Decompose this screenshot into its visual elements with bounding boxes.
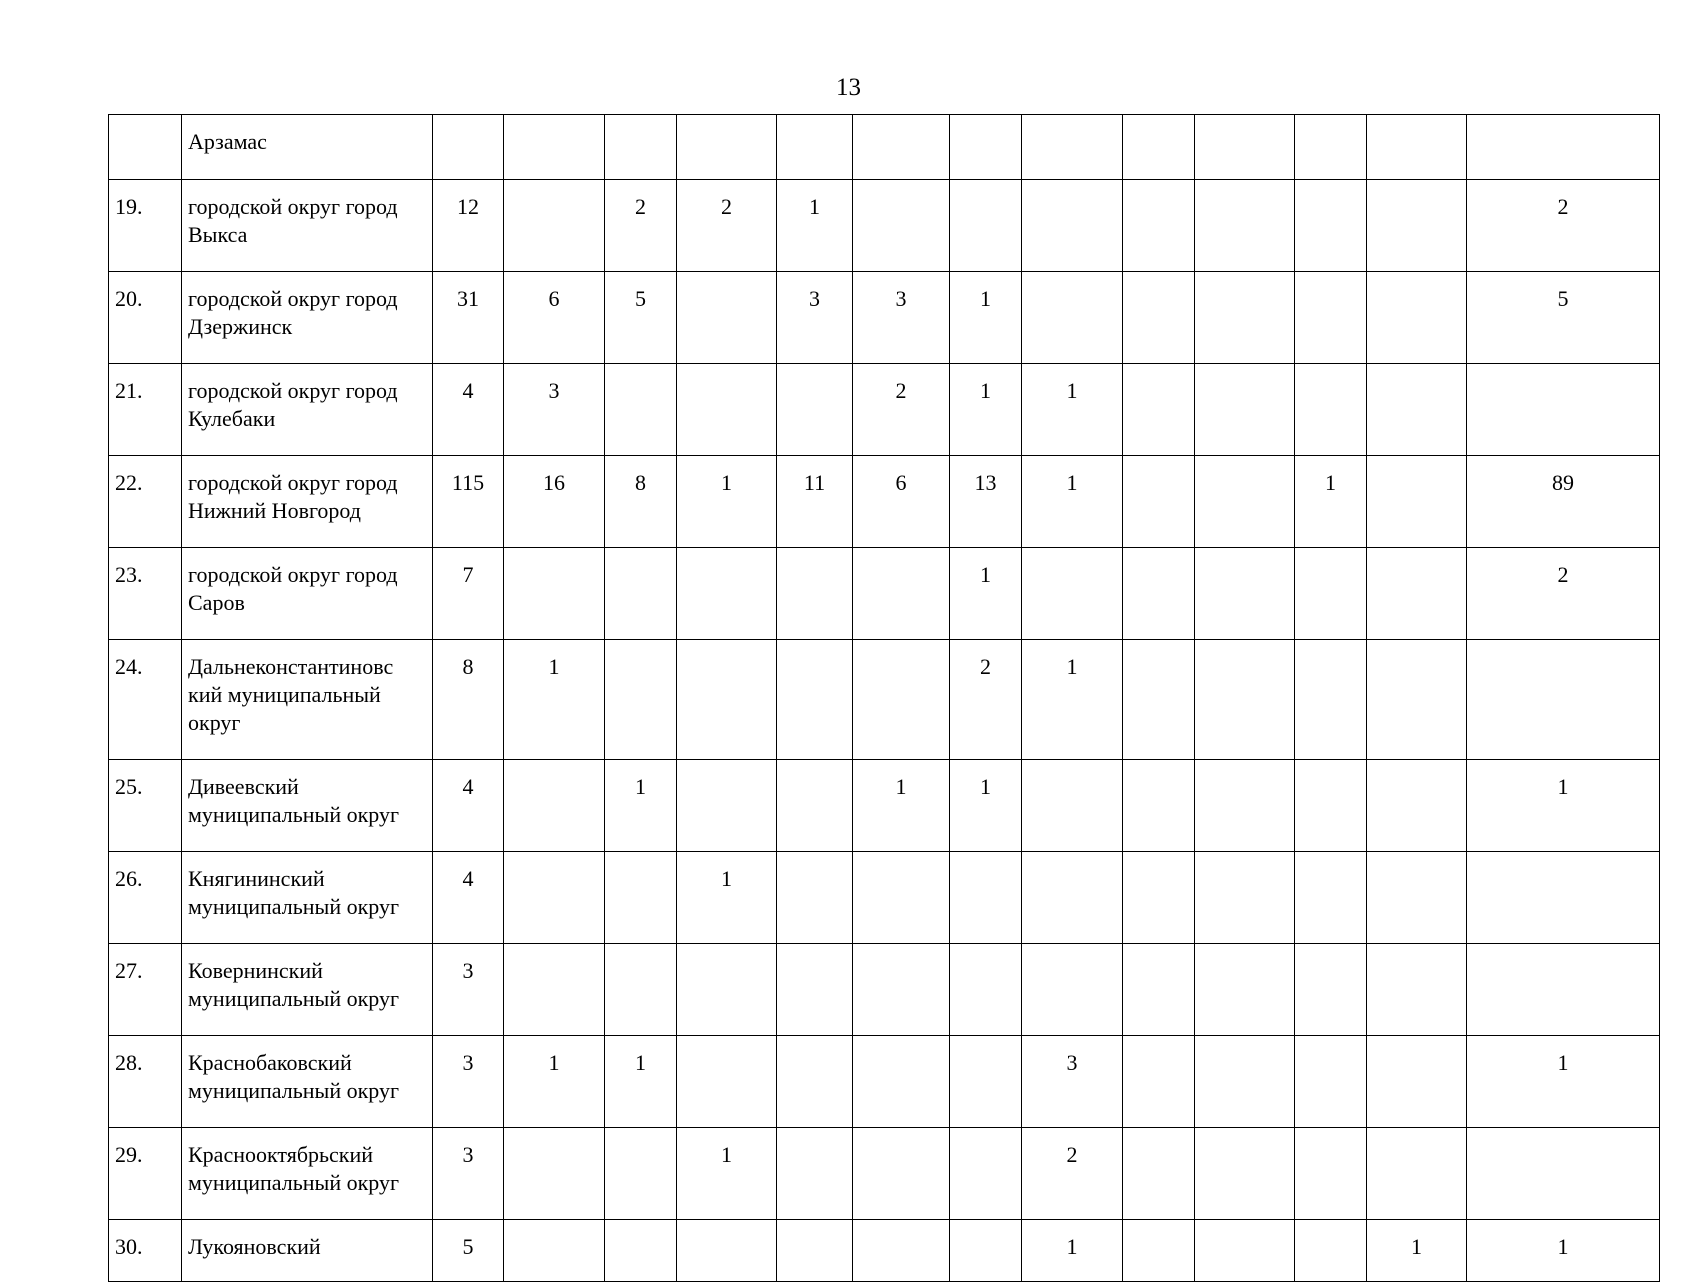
value-cell bbox=[1367, 1036, 1467, 1128]
value-cell bbox=[777, 852, 853, 944]
value-cell bbox=[1195, 1036, 1295, 1128]
row-number: 27. bbox=[109, 944, 182, 1036]
value-cell bbox=[1123, 548, 1195, 640]
value-cell bbox=[605, 640, 677, 760]
value-cell: 1 bbox=[1467, 1036, 1660, 1128]
value-cell bbox=[1022, 760, 1123, 852]
page-number: 13 bbox=[836, 74, 861, 101]
value-cell: 1 bbox=[950, 760, 1022, 852]
value-cell bbox=[1123, 944, 1195, 1036]
value-cell: 1 bbox=[677, 456, 777, 548]
value-cell bbox=[1295, 1036, 1367, 1128]
value-cell bbox=[1123, 852, 1195, 944]
row-number: 25. bbox=[109, 760, 182, 852]
value-cell: 1 bbox=[950, 548, 1022, 640]
value-cell bbox=[677, 272, 777, 364]
value-cell bbox=[1295, 760, 1367, 852]
value-cell bbox=[777, 364, 853, 456]
value-cell bbox=[1195, 1128, 1295, 1220]
value-cell bbox=[504, 852, 605, 944]
value-cell bbox=[677, 944, 777, 1036]
value-cell: 1 bbox=[605, 1036, 677, 1128]
value-cell bbox=[950, 1036, 1022, 1128]
value-cell: 6 bbox=[504, 272, 605, 364]
table-row bbox=[109, 364, 1660, 456]
value-cell bbox=[605, 115, 677, 180]
row-number: 24. bbox=[109, 640, 182, 760]
municipality-name: городской округ город Нижний Новгород bbox=[182, 456, 433, 548]
table-row bbox=[109, 1128, 1660, 1220]
value-cell bbox=[677, 115, 777, 180]
value-cell bbox=[1123, 456, 1195, 548]
value-cell: 11 bbox=[777, 456, 853, 548]
value-cell: 3 bbox=[853, 272, 950, 364]
value-cell: 13 bbox=[950, 456, 1022, 548]
value-cell bbox=[853, 1128, 950, 1220]
value-cell bbox=[677, 1220, 777, 1282]
value-cell: 1 bbox=[1467, 1220, 1660, 1282]
value-cell bbox=[1295, 180, 1367, 272]
value-cell bbox=[853, 1220, 950, 1282]
value-cell: 1 bbox=[1467, 760, 1660, 852]
value-cell bbox=[1195, 115, 1295, 180]
municipality-name: городской округ город Кулебаки bbox=[182, 364, 433, 456]
municipality-name: Арзамас bbox=[182, 115, 433, 180]
value-cell: 3 bbox=[433, 1036, 504, 1128]
value-cell: 1 bbox=[1022, 456, 1123, 548]
value-cell bbox=[1195, 760, 1295, 852]
municipality-name: Краснобаковский муниципальный округ bbox=[182, 1036, 433, 1128]
value-cell bbox=[504, 1128, 605, 1220]
value-cell bbox=[1195, 640, 1295, 760]
value-cell: 12 bbox=[433, 180, 504, 272]
table-body bbox=[109, 115, 1660, 1282]
municipality-name: Краснооктябрьский муниципальный округ bbox=[182, 1128, 433, 1220]
value-cell: 1 bbox=[950, 364, 1022, 456]
value-cell: 1 bbox=[605, 760, 677, 852]
value-cell bbox=[504, 180, 605, 272]
value-cell: 3 bbox=[1022, 1036, 1123, 1128]
table-row bbox=[109, 456, 1660, 548]
value-cell bbox=[1367, 180, 1467, 272]
value-cell bbox=[777, 1128, 853, 1220]
value-cell bbox=[777, 115, 853, 180]
value-cell: 1 bbox=[1022, 1220, 1123, 1282]
value-cell bbox=[1195, 272, 1295, 364]
value-cell bbox=[853, 548, 950, 640]
value-cell: 2 bbox=[853, 364, 950, 456]
value-cell bbox=[853, 944, 950, 1036]
value-cell bbox=[1367, 115, 1467, 180]
value-cell bbox=[1195, 548, 1295, 640]
value-cell bbox=[1467, 852, 1660, 944]
value-cell: 2 bbox=[950, 640, 1022, 760]
value-cell bbox=[504, 115, 605, 180]
table-row bbox=[109, 180, 1660, 272]
value-cell bbox=[504, 548, 605, 640]
value-cell bbox=[1123, 1220, 1195, 1282]
table-row bbox=[109, 852, 1660, 944]
value-cell bbox=[853, 1036, 950, 1128]
value-cell bbox=[1123, 364, 1195, 456]
municipality-name: Лукояновский bbox=[182, 1220, 433, 1282]
row-number: 28. bbox=[109, 1036, 182, 1128]
value-cell bbox=[605, 364, 677, 456]
value-cell: 3 bbox=[504, 364, 605, 456]
value-cell: 5 bbox=[433, 1220, 504, 1282]
value-cell bbox=[950, 1220, 1022, 1282]
value-cell: 1 bbox=[677, 852, 777, 944]
municipality-name: Дальнеконстантиновс кий муниципальный округ bbox=[182, 640, 433, 760]
value-cell bbox=[853, 180, 950, 272]
value-cell bbox=[950, 1128, 1022, 1220]
value-cell: 8 bbox=[605, 456, 677, 548]
value-cell bbox=[1367, 944, 1467, 1036]
value-cell bbox=[1295, 1220, 1367, 1282]
value-cell: 6 bbox=[853, 456, 950, 548]
table-row bbox=[109, 1036, 1660, 1128]
municipality-name: Ковернинский муниципальный округ bbox=[182, 944, 433, 1036]
value-cell bbox=[677, 760, 777, 852]
value-cell: 4 bbox=[433, 760, 504, 852]
value-cell: 1 bbox=[1295, 456, 1367, 548]
value-cell bbox=[1467, 115, 1660, 180]
value-cell: 89 bbox=[1467, 456, 1660, 548]
municipality-name: Дивеевский муниципальный округ bbox=[182, 760, 433, 852]
value-cell bbox=[1195, 180, 1295, 272]
value-cell: 1 bbox=[677, 1128, 777, 1220]
value-cell: 1 bbox=[1022, 364, 1123, 456]
value-cell bbox=[1367, 640, 1467, 760]
value-cell bbox=[1022, 180, 1123, 272]
value-cell bbox=[1367, 548, 1467, 640]
value-cell: 5 bbox=[605, 272, 677, 364]
table-row bbox=[109, 548, 1660, 640]
value-cell bbox=[1295, 272, 1367, 364]
value-cell bbox=[504, 1220, 605, 1282]
value-cell bbox=[1022, 115, 1123, 180]
value-cell bbox=[1367, 760, 1467, 852]
value-cell bbox=[1195, 852, 1295, 944]
value-cell: 4 bbox=[433, 852, 504, 944]
value-cell bbox=[1367, 456, 1467, 548]
municipality-name: городской округ город Выкса bbox=[182, 180, 433, 272]
value-cell bbox=[677, 364, 777, 456]
value-cell bbox=[1195, 456, 1295, 548]
value-cell: 1 bbox=[1022, 640, 1123, 760]
row-number: 19. bbox=[109, 180, 182, 272]
value-cell: 3 bbox=[433, 944, 504, 1036]
table-row bbox=[109, 760, 1660, 852]
value-cell bbox=[950, 852, 1022, 944]
value-cell: 2 bbox=[1467, 548, 1660, 640]
value-cell bbox=[777, 1220, 853, 1282]
row-number: 20. bbox=[109, 272, 182, 364]
value-cell bbox=[1022, 548, 1123, 640]
value-cell: 1 bbox=[1367, 1220, 1467, 1282]
value-cell bbox=[433, 115, 504, 180]
municipality-name: Княгининский муниципальный округ bbox=[182, 852, 433, 944]
value-cell: 1 bbox=[950, 272, 1022, 364]
row-number: 29. bbox=[109, 1128, 182, 1220]
value-cell bbox=[1123, 1036, 1195, 1128]
value-cell bbox=[677, 548, 777, 640]
value-cell bbox=[1022, 944, 1123, 1036]
value-cell bbox=[777, 640, 853, 760]
value-cell bbox=[1123, 760, 1195, 852]
value-cell bbox=[1367, 272, 1467, 364]
value-cell bbox=[1367, 364, 1467, 456]
value-cell bbox=[1295, 852, 1367, 944]
value-cell: 1 bbox=[504, 1036, 605, 1128]
row-number: 26. bbox=[109, 852, 182, 944]
value-cell bbox=[1123, 640, 1195, 760]
value-cell bbox=[1195, 364, 1295, 456]
value-cell bbox=[1123, 115, 1195, 180]
table-row bbox=[109, 640, 1660, 760]
value-cell: 4 bbox=[433, 364, 504, 456]
value-cell bbox=[1367, 1128, 1467, 1220]
value-cell bbox=[777, 944, 853, 1036]
value-cell bbox=[605, 852, 677, 944]
row-number: 23. bbox=[109, 548, 182, 640]
table-row bbox=[109, 1220, 1660, 1282]
municipality-name: городской округ город Дзержинск bbox=[182, 272, 433, 364]
value-cell: 31 bbox=[433, 272, 504, 364]
value-cell: 2 bbox=[1022, 1128, 1123, 1220]
row-number: 21. bbox=[109, 364, 182, 456]
value-cell bbox=[1467, 364, 1660, 456]
value-cell bbox=[777, 548, 853, 640]
value-cell: 115 bbox=[433, 456, 504, 548]
value-cell: 16 bbox=[504, 456, 605, 548]
value-cell bbox=[605, 548, 677, 640]
value-cell bbox=[853, 852, 950, 944]
value-cell bbox=[605, 1220, 677, 1282]
table-row bbox=[109, 115, 1660, 180]
value-cell: 7 bbox=[433, 548, 504, 640]
value-cell bbox=[605, 944, 677, 1036]
value-cell bbox=[605, 1128, 677, 1220]
value-cell bbox=[1123, 272, 1195, 364]
value-cell bbox=[1123, 180, 1195, 272]
value-cell bbox=[1367, 852, 1467, 944]
value-cell: 1 bbox=[504, 640, 605, 760]
value-cell bbox=[1123, 1128, 1195, 1220]
value-cell: 2 bbox=[1467, 180, 1660, 272]
value-cell: 8 bbox=[433, 640, 504, 760]
value-cell bbox=[950, 944, 1022, 1036]
value-cell bbox=[1295, 944, 1367, 1036]
municipality-name: городской округ город Саров bbox=[182, 548, 433, 640]
table-row bbox=[109, 944, 1660, 1036]
value-cell bbox=[1467, 1128, 1660, 1220]
value-cell bbox=[1022, 272, 1123, 364]
value-cell bbox=[950, 180, 1022, 272]
value-cell bbox=[777, 1036, 853, 1128]
value-cell bbox=[1295, 364, 1367, 456]
value-cell bbox=[1295, 115, 1367, 180]
value-cell: 3 bbox=[433, 1128, 504, 1220]
value-cell: 5 bbox=[1467, 272, 1660, 364]
value-cell bbox=[1295, 1128, 1367, 1220]
row-number bbox=[109, 115, 182, 180]
data-table bbox=[108, 114, 1660, 1282]
value-cell: 2 bbox=[605, 180, 677, 272]
value-cell bbox=[1467, 944, 1660, 1036]
value-cell bbox=[1195, 1220, 1295, 1282]
table-row bbox=[109, 272, 1660, 364]
value-cell bbox=[950, 115, 1022, 180]
value-cell bbox=[1467, 640, 1660, 760]
value-cell bbox=[1295, 640, 1367, 760]
value-cell: 3 bbox=[777, 272, 853, 364]
value-cell bbox=[777, 760, 853, 852]
value-cell bbox=[504, 944, 605, 1036]
value-cell bbox=[853, 115, 950, 180]
value-cell bbox=[1022, 852, 1123, 944]
value-cell bbox=[677, 640, 777, 760]
value-cell bbox=[1195, 944, 1295, 1036]
value-cell: 2 bbox=[677, 180, 777, 272]
value-cell: 1 bbox=[853, 760, 950, 852]
value-cell bbox=[1295, 548, 1367, 640]
value-cell bbox=[853, 640, 950, 760]
value-cell bbox=[504, 760, 605, 852]
value-cell bbox=[677, 1036, 777, 1128]
row-number: 22. bbox=[109, 456, 182, 548]
value-cell: 1 bbox=[777, 180, 853, 272]
row-number: 30. bbox=[109, 1220, 182, 1282]
